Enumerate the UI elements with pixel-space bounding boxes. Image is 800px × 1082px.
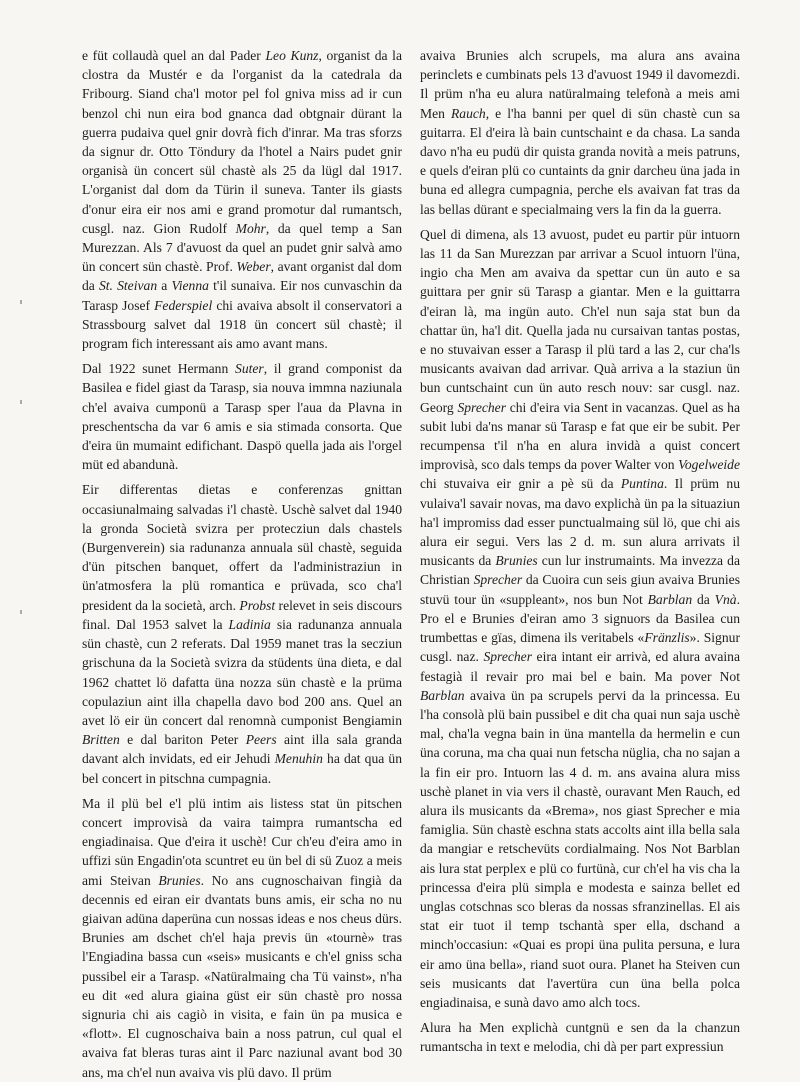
text-run: cun lur instrumaints. Ma invezza da Christian [420, 553, 740, 588]
text-run: , e l'ha banni per quel di sün chastè cun sa guitarra. El d'eira là bain cuntschaint e da chasa. La sanda davo n'ha eu pudü dir quista granda novità a meis patruns, e quels d'eiran plü co cuntaints da gnir darcheu üna jada in buna ed allegra cumpagnia, perche els avaivan fat tras da las bellas dürant e specialmaing vers la fin da la guerra. [420, 105, 740, 217]
text-run: t'il sunaiva. Eir nos cunvaschin da Tarasp Josef [82, 278, 402, 313]
text-run: chi avaiva absolt il conservatori a Strassbourg salvet dal 1918 ün concert sül chastè; il program fich interessant ais amo avant mans. [82, 297, 402, 352]
text-run: . Pro el e Brunies d'eiran amo 3 signuors da Basilea cun trumbettas e gïas, dimena ils veritabels « [420, 591, 740, 646]
italic-name: Britten [82, 732, 120, 748]
text-run: Eir differentas dietas e conferenzas gnittan occasiunalmaing salvadas i'l chastè. Uschè salvet dal 1940 la gronda Società svizra per protecziun dals chastels (Burgenverein) sia radunanza annuala sül chastè, seguida d'ün pitschen banquet, offert da l'administraziun in ün'atmosfera la plü romantica e prüvada, sco cha'l president da la società, arch. [82, 482, 402, 613]
italic-name: Federspiel [154, 297, 213, 313]
italic-name: Sprecher [483, 649, 533, 665]
italic-name: Mohr [235, 220, 266, 236]
italic-name: Rauch [450, 105, 486, 121]
paragraph [82, 794, 402, 1082]
italic-name: Suter [235, 361, 264, 377]
italic-name: Barblan [647, 591, 693, 607]
margin-mark [20, 610, 22, 614]
italic-name: Sprecher [473, 572, 523, 588]
left-column [82, 46, 403, 1080]
paragraph [82, 359, 402, 474]
italic-name: Barblan [420, 687, 465, 703]
text-run: , il grand componist da Basilea e fidel giast da Tarasp, sia nouva immna naziunala ch'el avaiva cumponü a Tarasp sper l'aua da Plavna in preschentscha da var 6 amis e sia stimada consorta. Que d'eira ün mumaint edifichant. Daspö quella jada ais l'orgel müt ed abandunà. [82, 361, 403, 473]
italic-name: Menuhin [274, 751, 323, 767]
text-run: eira intant eir arrivà, ed alura avaina festagià il revair pro mai bel e bain. Ma pover Not [420, 649, 740, 684]
margin-mark [20, 300, 22, 304]
text-run: da [692, 591, 715, 607]
text-run: sia radunanza annuala sün chastè, cun 2 referats. Dal 1959 manet tras la secziun grischuna da la Società svizra da stüdents üna dieta, e dal 1962 chattet lö dafatta üna nozza sün chastè e la prüma copulaziun aint illa chapella davo bod 200 ans. Quel an avet lö eir ün concert dal renomnà cumponist Bengiamin [82, 616, 402, 728]
text-run: ». Signur cusgl. naz. [420, 630, 740, 665]
text-run: Alura ha Men explichà cuntgnü e sen da la chanzun rumantscha in text e melodia, chi dà per part expressiun [420, 1020, 740, 1055]
italic-name: Peers [245, 732, 277, 748]
paragraph [82, 480, 402, 787]
text-run: chi d'eira via Sent in vacanzas. Quel as ha subit lubi da'ns manar sü Tarasp e fat que eir be subit. Per recumpensa t'il n'ha en alura invidà a quist concert improvisà, sco dals temps da pover Walter von [420, 399, 741, 473]
italic-name: Ladinia [228, 616, 271, 632]
text-run: , avant organist dal dom da [82, 259, 402, 294]
text-run: . No ans cugnoschaivan fingià da decennis ed eiran eir dvantats buns amis, eir scha no nu giaivan adüna daperüna cun nossas ideas e nos cheus dürs. Brunies am dschet ch'el haja previs ün «tournè» tras l'Engiadina bassa cun «seis» musicants e ch'el gniss scha pussibel eir a Tarasp. «Natüralmaing cha Tü vainst», n'ha eu dit «ed alura giaina güst eir sün chastè pro nossa signuria chi ais cagiò in visita, e fain ün pa musica e «flott». El cugnoschaiva bain a noss patrun, cul qual el avaiva fat bleras turas aint il Parc naziunal avant bod 30 ans, ma ch'el nun avaiva vis plü davo. Il prüm [82, 872, 402, 1080]
text-run: avaiva ün pa scrupels pervi da la princessa. Eu l'ha consolà plü bain pussibel e dit cha quai nun saja uschè mal, cha'la vegna bain in üna mantella da hermelin e cun üna coruna, ma cha quai nun fetscha nüglia, cha no sajan a la fin eir pro. Intuorn las 4 d. m. ans avaina alura miss uschè planet in via vers il chastè, ouravant Men Rauch, ed alura ils musicants da «Brema», nos giast Sprecher e mia famiglia. Sün chastè eschna stats accolts aint illa bella sala da mangiar e retschevüts cordialmaing. Nos Not Barblan ais lura stat perplex e plü co furtünà, cur ch'el ha vis cha la princessa d'eira plü simpla e modesta e sainza bellet ed unglas cotschnas sco bleras da nossas sfranzinellas. El ais stat eir tuot il temp tschantà sper ella, dschand a minch'occasiun: «Quai es propi üna pulita persuna, e lura eir amo üna bella», riand suot oura. Planet ha Steiven cun seis musicants dat l'avertüra cun üna bella polca engiadinaisa, e sunà davo amo alch tocs. [420, 687, 740, 1010]
paragraph [420, 46, 740, 219]
paragraph [420, 225, 740, 1012]
text-run: relevet in seis discours final. Dal 1953 salvet la [82, 597, 402, 632]
italic-name: Brunies [495, 553, 538, 569]
text-run: chi stuvaiva eir gnir a pè sü da [420, 476, 621, 492]
right-column [420, 46, 741, 1055]
italic-name: Brunies [158, 872, 201, 888]
text-run: avaiva Brunies alch scrupels, ma alura ans avaina perinclets e cumbinats pels 13 d'avuost 1949 il davomezdi. Il prüm n'ha eu alura natüralmaing telefonà a meis ami Men [420, 48, 740, 121]
italic-name: Vogelweide [678, 457, 740, 473]
text-run: Quel di dimena, als 13 avuost, pudet eu partir pür intuorn las 11 da San Murezzan par arrivar a Scuol intuorn l'üna, ingio cha Men am avaiva da spettar cun ün auto e sa guittara per gnir sü Tarasp a giantar. Men e la guittarra d'eiran là, ma ingün auto. Ch'el nun saja stat bun da chattar ün, ha'l dit. Quella jada nu cursaivan tantas postas, e no stuvaivan esser a Tarasp il plü tard a las 2, cur cha'ls musicants avaivan dad arrivar. Quà arriva a la staziun ün bun cuntschaint cun ün auto resch nouv: sar cusgl. naz. Georg [420, 226, 740, 415]
text-run: e füt collaudà quel an dal Pader [82, 48, 266, 63]
text-run: Ma il plü bel e'l plü intim ais listess stat ün pitschen concert improvisà da vaira taimpra rumantscha ed engiadinaisa. Que d'eira it uschè! Cur ch'eu d'eira amo in uffizi sün Engadin'ota scuntret eu ün bel di sü Zuoz a meis ami Steivan [82, 795, 402, 888]
text-run: a [157, 278, 172, 294]
margin-mark [20, 400, 22, 404]
italic-name: Sprecher [457, 399, 507, 415]
text-run: da Cuoira cun seis giun avaiva Brunies stuvü tour ün «suppleant», nos bun Not [420, 572, 741, 607]
text-run: e dal bariton Peter [119, 732, 246, 748]
italic-name: Puntina [620, 476, 664, 492]
text-run: Dal 1922 sunet Hermann [82, 361, 236, 377]
text-run: . Il prüm nu vulaiva'l savair novas, ma davo explichà ün pa la situaziun ha'l impromiss dad esser punctualmaing sül lö, que chi ais alura eir segui. Vers las 2 d. m. sun alura arrivats il musicants da [420, 476, 740, 569]
text-run: ha dat qua ün bel concert in pitschna cumpagnia. [82, 751, 402, 786]
italic-name: Vienna [171, 278, 209, 294]
italic-name: Probst [239, 597, 276, 613]
paragraph [82, 46, 402, 353]
italic-name: Weber [236, 259, 271, 275]
text-run: , organist da la clostra da Mustér e da l'organist da la catedrala da Fribourg. Siand cha'l motor pel fol gniva miss ad ir cun benzol chi nun eira bod gnanca dad obtgnair dürant la guerra pudaiva quel gnir dovrà fich d'inrar. Ma tras sforzs da signur dr. Otto Töndury da l'hotel a Nairs pudet gnir organisà ün concert sül chastè als 25 da lügl dal 1917. L'organist dal dom da Türin il suneva. Tanter ils giasts d'onur eira eir nos ami e grand promotur dal rumantsch, cusgl. naz. Gion Rudolf [82, 48, 402, 236]
italic-name: Fränzlis [644, 630, 690, 646]
italic-name: St. Steivan [98, 278, 158, 294]
text-run: , da quel temp a San Murezzan. Als 7 d'avuost da quel an pudet gnir salvà amo ün concert sün chastè. Prof. [82, 220, 403, 275]
text-run: aint illa sala granda davant alch invidats, ed eir Jehudi [82, 732, 402, 767]
italic-name: Leo Kunz [265, 48, 319, 63]
italic-name: Vnà [714, 591, 737, 607]
